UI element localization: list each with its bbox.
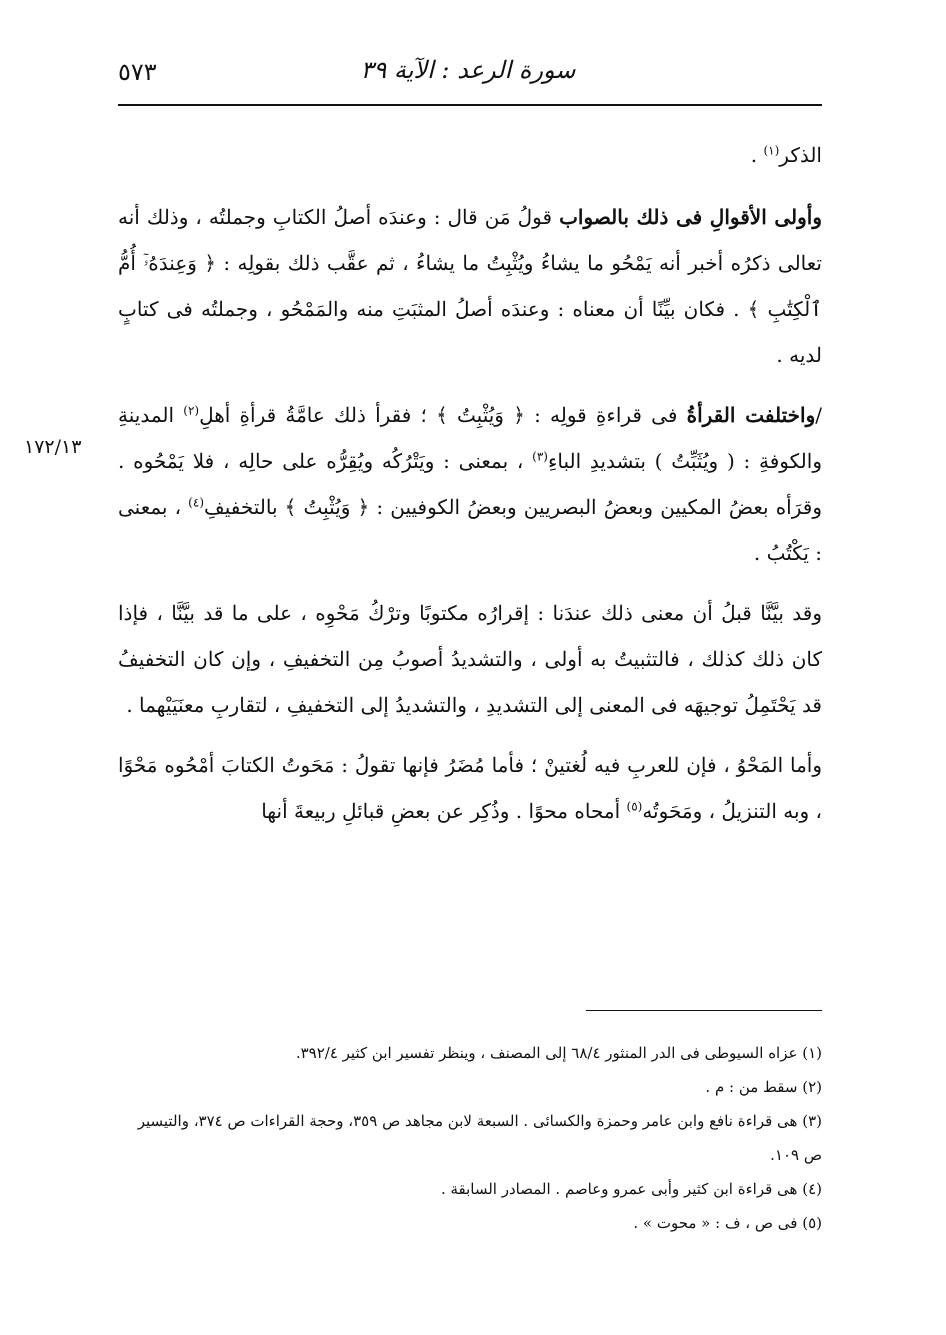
footnote-ref-2: (٢): [183, 403, 200, 418]
footnote-5: (٥) فى ص ، ف : « محوت » .: [633, 1214, 822, 1232]
footnote-rule: [586, 1010, 822, 1011]
footnote-ref-5: (٥): [626, 799, 643, 814]
paragraph-3-lead: واختلفت القرأةُ: [686, 403, 816, 427]
footnote-ref-3: (٣): [532, 449, 548, 464]
footnote-4: (٤) هى قراءة ابن كثير وأبى عمرو وعاصم . المصادر السابقة .: [440, 1180, 822, 1198]
paragraph-2-lead: وأولى الأقوالِ فى ذلك بالصواب: [559, 205, 823, 229]
paragraph-2: وأولى الأقوالِ فى ذلك بالصواب قولُ مَن قال : وعندَه أصلُ الكتابِ وجملتُه ، وذلك أنه تعالى ذكرُه أخبر أنه يَمْحُو ما يشاءُ ويُثْبِتُ ما يشاءُ ، ثم عقَّب ذلك بقولِه : ﴿ وَعِندَهُۥٓ أُمُّ ٱلْكِتَٰبِ ﴾ . فكان بيِّنًا أن معناه : وعندَه أصلُ المثبَتِ منه والمَمْحُو ، وجملتُه فى كتابٍ لديه .: [118, 205, 823, 367]
footnote-1: (١) عزاه السيوطى فى الدر المنثور ٦٨/٤ إلى المصنف ، وينظر تفسير ابن كثير ٣٩٢/٤.: [295, 1044, 822, 1062]
footnote-ref-1: (١): [763, 143, 780, 158]
header-rule: [118, 104, 822, 106]
paragraph-3: /واختلفت القرأةُ فى قراءةِ قولِه : ﴿ وَيُثْبِتُ ﴾ ؛ فقرأ ذلك عامَّةُ قرأةِ أهلِ$^{(٢)}$ المدينةِ والكوفةِ : ( ويُثَبِّتُ ) بتشديدِ الباءِ$^{(٣)}$ ، بمعنى : ويَتْرُكُه ويُقِرُّه على حالِه ، فلا يَمْحُوه . وقرَأه بعضُ المكيين وبعضُ البصريين وبعضُ الكوفيين : ﴿ وَيُثْبِتُ ﴾ بالتخفيفِ$^{(٤)}$ ، بمعنى : يَكْتُبُ .: [118, 403, 822, 565]
folio-marker: /: [815, 403, 822, 427]
paragraph-1: الذكر$^{(١)}$ .: [750, 143, 822, 167]
footnotes: [118, 1036, 822, 1240]
footnote-2: (٢) سقط من : م .: [705, 1078, 822, 1096]
main-text: [118, 132, 822, 834]
footnote-ref-4: (٤): [188, 495, 204, 510]
margin-reference: ١٧٢/١٣: [24, 436, 82, 458]
page-header: [118, 52, 818, 96]
paragraph-4: وقد بيَّنَّا قبلُ أن معنى ذلك عندَنا : إقرارُه مكتوبًا وترْكُ مَحْوِه ، على ما قد بيَّنَّا ، فإذا كان ذلك كذلك ، فالتثبيتُ به أولى ، والتشديدُ أصوبُ مِن التخفيفِ ، وإن كان التخفيفُ قد يَحْتَمِلُ توجيهَه فى المعنى إلى التشديدِ ، والتشديدُ إلى التخفيفِ ، لتقاربِ معنَيَيْهما .: [118, 601, 823, 717]
paragraph-5: وأما المَحْوُ ، فإن للعربِ فيه لُغتينْ ؛ فأما مُضَرُ فإنها تقولُ : مَحَوتُ الكتابَ أمْحُوه مَحْوًا ، وبه التنزيلُ ، ومَحَوتُه$^{(٥)}$ أمحاه محوًا . وذُكِر عن بعضِ قبائلِ ربيعةَ أنها: [118, 753, 822, 823]
footnote-3: (٣) هى قراءة نافع وابن عامر وحمزة والكسائى . السبعة لابن مجاهد ص ٣٥٩، وحجة القراءات ص ٣٧٤، والتيسير ص ١٠٩.: [137, 1112, 822, 1164]
running-title: سورة الرعد : الآية ٣٩: [360, 56, 576, 84]
page-number: ٥٧٣: [118, 58, 157, 86]
